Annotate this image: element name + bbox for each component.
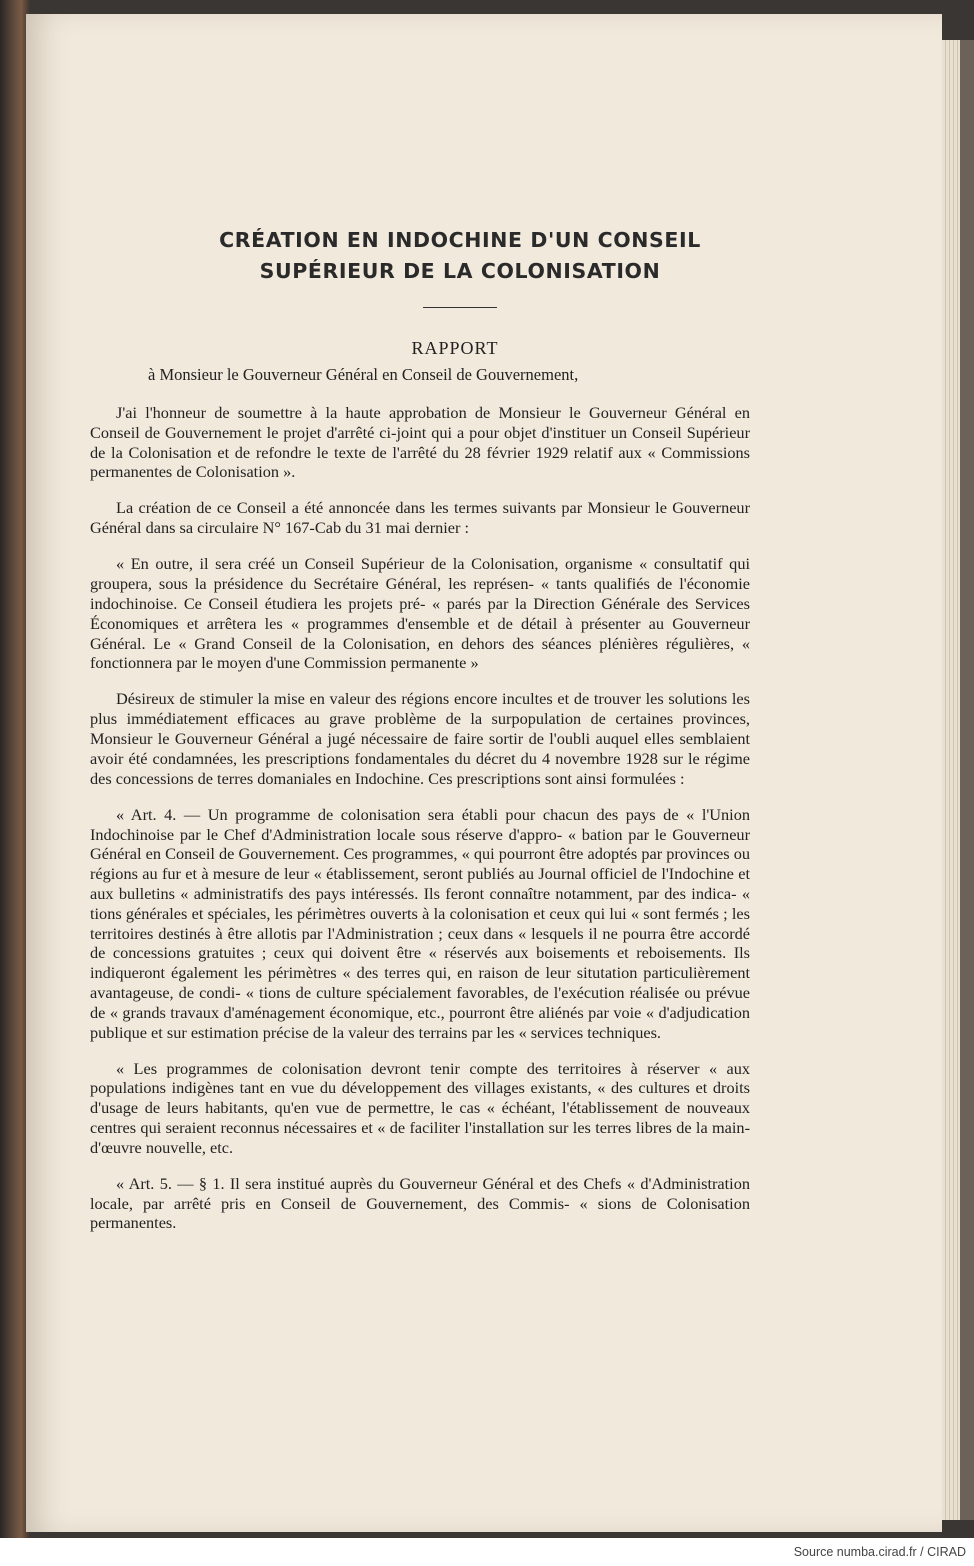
- title-line-2: SUPÉRIEUR DE LA COLONISATION: [259, 259, 661, 283]
- paragraph-circular-quote: « En outre, il sera créé un Conseil Supérieur de la Colonisation, organisme « consultatif qui groupera, sous la présidence du Secrétaire Général, les représen- « tants qualifiés de l'économie indochinoise. Ce Conseil étudiera les projets pré- « parés par la Direction Générale des Services Économiques et arrêtera les « programmes d'ensemble et de détail à présenter au Gouverneur Général. Le « Grand Conseil de la Colonisation, en dehors des séances plénières régulières, « fonctionnera par le moyen d'une Commission permanente »: [90, 554, 750, 673]
- paragraph-programmes: « Les programmes de colonisation devront tenir compte des territoires à réserver « aux populations indigènes tant en vue du développement des villages existants, « des cultures et droits d'usage de leurs habitants, qu'en vue de permettre, le cas « échéant, l'établissement de nouveaux centres qui seraient reconnus nécessaires et « de faciliter l'installation sur les terres libres de la main-d'œuvre nouvelle, etc.: [90, 1058, 750, 1157]
- source-credit: Source numba.cirad.fr / CIRAD: [793, 1545, 966, 1559]
- paragraph-announcement: La création de ce Conseil a été annoncée dans les termes suivants par Monsieur le Gouverneur Général dans sa circulaire N° 167-Cab du 31 mai dernier :: [90, 498, 750, 538]
- address-line: à Monsieur le Gouverneur Général en Conseil de Gouvernement,: [148, 365, 579, 384]
- title-line-1: CRÉATION EN INDOCHINE D'UN CONSEIL: [219, 228, 701, 252]
- source-footer: [0, 1538, 974, 1566]
- document-title: [170, 225, 750, 287]
- section-heading: RAPPORT: [411, 338, 499, 358]
- title-divider: [423, 307, 497, 308]
- paragraph-decree: Désireux de stimuler la mise en valeur des régions encore incultes et de trouver les solutions les plus immédiatement efficaces au grave problème de la surpopulation de certaines provinces, Monsieur le Gouverneur Général a jugé nécessaire de faire sortir de l'oubli auquel elles semblaient avoir été condamnées, les prescriptions fondamentales du décret du 4 novembre 1928 sur le régime des concessions de terres domaniales en Indochine. Ces prescriptions sont ainsi formulées :: [90, 689, 750, 788]
- page-edge-shadow: [960, 40, 974, 1520]
- paragraph-article-4: « Art. 4. — Un programme de colonisation sera établi pour chacun des pays de « l'Union Indochinoise par le Chef d'Administration locale sous réserve d'appro- « bation par le Gouverneur Général en Conseil de Gouvernement. Ces programmes, « qui pourront être adoptés par provinces ou régions au fur et à mesure de leur « établissement, seront publiés au Journal officiel de l'Indochine et aux bulletins « administratifs des pays intéressés. Ils feront connaître notamment, par des indica- « tions générales et spéciales, les périmètres ouverts à la colonisation et ceux qui lui « sont fermés ; les territoires destinés à être allotis par l'Administration ; ceux dans « lesquels il ne pourra être accordé de concessions gratuites ; ceux qui doivent être « réservés aux boisements et reboisements. Ils indiqueront également les périmètres « des terres qui, en raison de leur situtation particulièrement avantageuse, de condi- « tions de culture spécialement favorables, de l'exécution réalisée ou prévue de « grands travaux d'aménagement économique, etc., pourront être aliénés par voie « d'adjudication publique et sur estimation précise de la valeur des terrains par les « services techniques.: [90, 804, 750, 1042]
- page-content: [90, 225, 750, 1250]
- paragraph-article-5: « Art. 5. — § 1. Il sera institué auprès du Gouverneur Général et des Chefs « d'Administration locale, par arrêté pris en Conseil de Gouvernement, des Commis- « sions de Colonisation permanentes.: [90, 1173, 750, 1233]
- paragraph-intro: J'ai l'honneur de soumettre à la haute approbation de Monsieur le Gouverneur Général en Conseil de Gouvernement le projet d'arrêté ci-joint qui a pour objet d'instituer un Conseil Supérieur de la Colonisation et de refondre le texte de l'arrêté du 28 février 1929 relatif aux « Commissions permanentes de Colonisation ».: [90, 403, 750, 482]
